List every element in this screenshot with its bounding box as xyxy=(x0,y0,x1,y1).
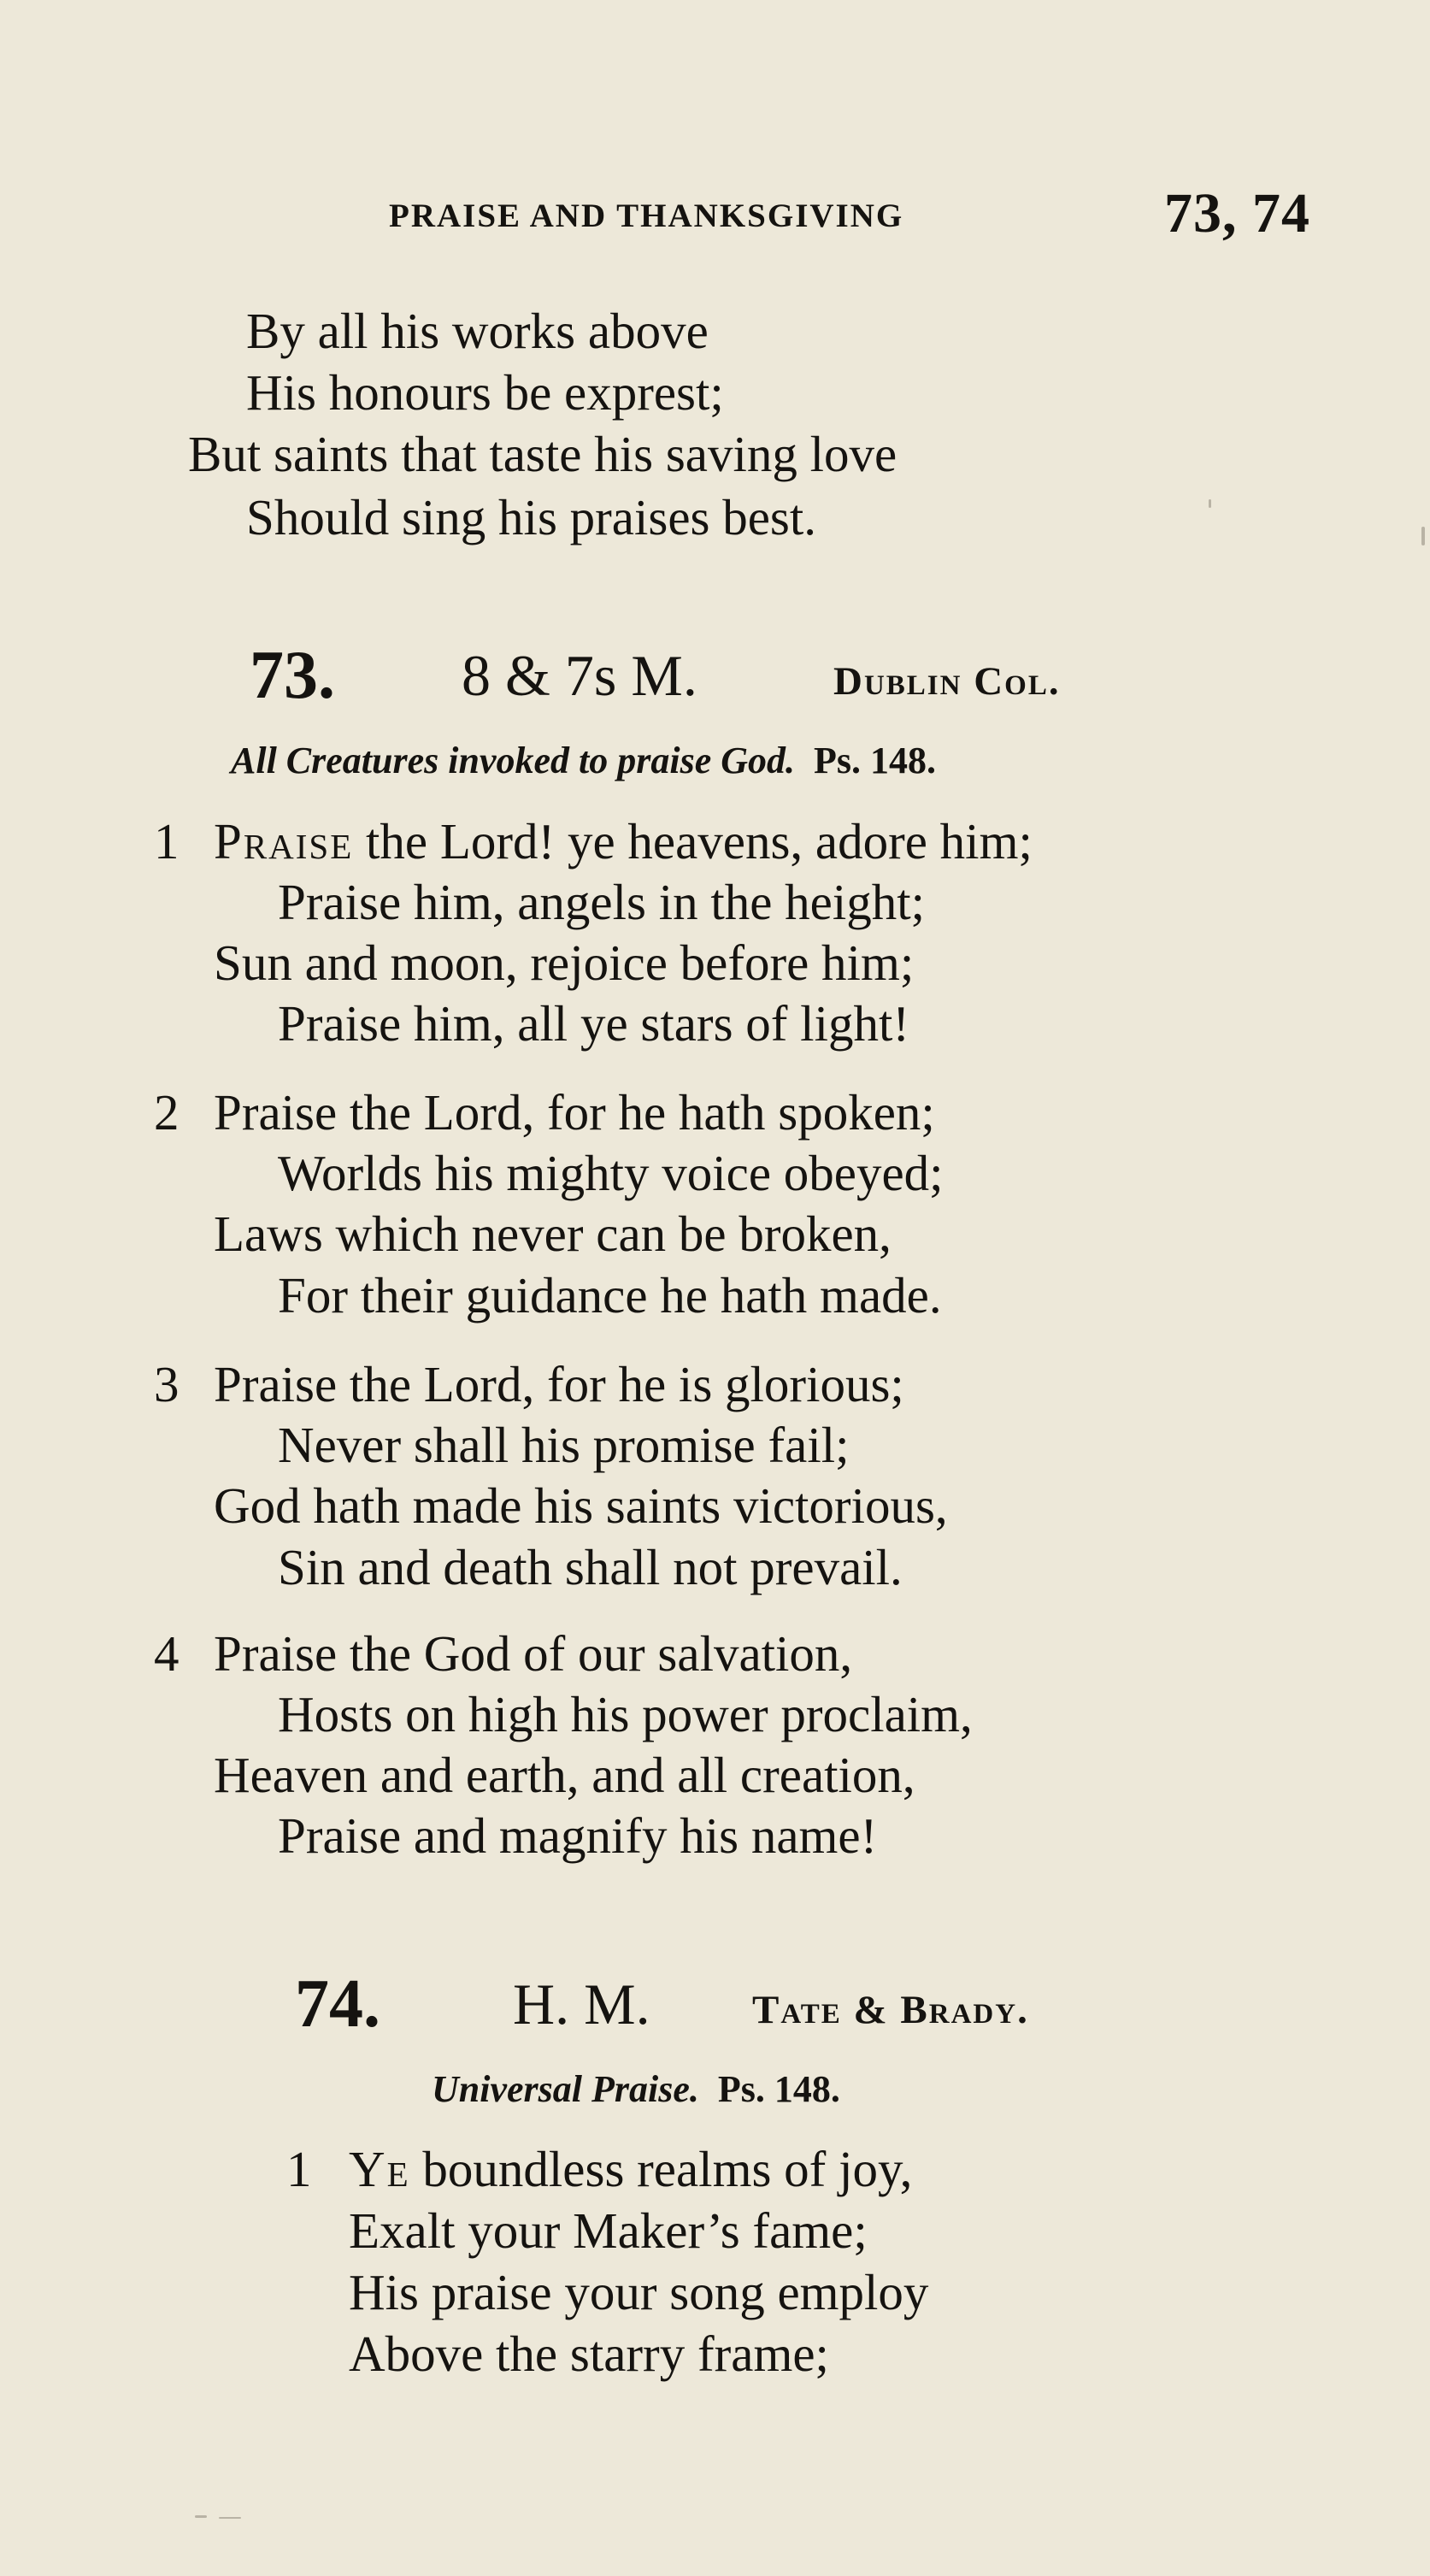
stanza-number: 3 xyxy=(154,1356,179,1412)
verse-line: Praise the Lord, for he hath spoken; xyxy=(214,1084,935,1141)
hymn-number: 74. xyxy=(295,1966,380,2042)
verse-line: Sin and death shall not prevail. xyxy=(278,1539,903,1595)
stanza-first-word: Ye xyxy=(349,2141,410,2197)
verse-line-rest: the Lord! ye heavens, adore him; xyxy=(353,813,1033,869)
stanza-number: 1 xyxy=(154,813,179,869)
verse-line: Praise the God of our salvation, xyxy=(214,1625,853,1682)
verse-line: His honours be exprest; xyxy=(246,364,724,421)
hymn-meter: H. M. xyxy=(513,1972,650,2037)
verse-line: His praise your song employ xyxy=(349,2264,929,2320)
stanza-number: 1 xyxy=(286,2141,312,2197)
verse-line: Should sing his praises best. xyxy=(246,489,817,545)
verse-line: Worlds his mighty voice obeyed; xyxy=(278,1145,944,1201)
hymn-author: Dublin Col. xyxy=(833,659,1061,704)
hymn-74-subtitle xyxy=(432,2068,840,2110)
hymn-meter: 8 & 7s M. xyxy=(462,643,697,708)
stanza-number: 4 xyxy=(154,1625,179,1682)
subtitle-text: All Creatures invoked to praise God. xyxy=(231,740,796,781)
verse-line: Above the starry frame; xyxy=(349,2325,829,2382)
verse-line: Laws which never can be broken, xyxy=(214,1205,892,1262)
hymn-author: Tate & Brady. xyxy=(752,1988,1029,2032)
verse-line: Never shall his promise fail; xyxy=(278,1417,850,1473)
scripture-reference: Ps. 148. xyxy=(814,740,937,781)
subtitle-text: Universal Praise. xyxy=(432,2068,699,2110)
print-mark xyxy=(1421,527,1425,545)
hymn-number: 73. xyxy=(250,638,335,713)
verse-line xyxy=(214,813,1033,869)
verse-line xyxy=(349,2141,913,2197)
verse-line: Hosts on high his power proclaim, xyxy=(278,1686,973,1742)
hymn-73-heading xyxy=(0,640,1430,716)
verse-line-rest: boundless realms of joy, xyxy=(409,2141,913,2197)
print-mark xyxy=(1209,499,1211,508)
verse-line: Praise him, angels in the height; xyxy=(278,874,926,930)
verse-line: Praise the Lord, for he is glorious; xyxy=(214,1356,904,1412)
stanza-number: 2 xyxy=(154,1084,179,1141)
hymn-74-heading xyxy=(0,1968,1430,2045)
hymn-73-subtitle xyxy=(231,742,936,780)
verse-line: For their guidance he hath made. xyxy=(278,1267,942,1323)
print-mark xyxy=(219,2517,241,2519)
print-mark xyxy=(195,2515,207,2518)
verse-line: Heaven and earth, and all creation, xyxy=(214,1747,915,1803)
verse-line: Exalt your Maker’s fame; xyxy=(349,2202,868,2259)
stanza-first-word: Praise xyxy=(214,813,354,869)
verse-line: Praise him, all ye stars of light! xyxy=(278,995,909,1052)
verse-line: By all his works above xyxy=(246,303,709,359)
verse-line: God hath made his saints victorious, xyxy=(214,1477,948,1534)
scripture-reference: Ps. 148. xyxy=(717,2068,840,2110)
running-head xyxy=(0,182,1430,255)
verse-line: But saints that taste his saving love xyxy=(188,426,897,482)
verse-line: Praise and magnify his name! xyxy=(278,1807,878,1864)
verse-line: Sun and moon, rejoice before him; xyxy=(214,934,915,991)
running-title: PRAISE AND THANKSGIVING xyxy=(389,197,904,234)
page-numbers: 73, 74 xyxy=(1164,182,1310,245)
